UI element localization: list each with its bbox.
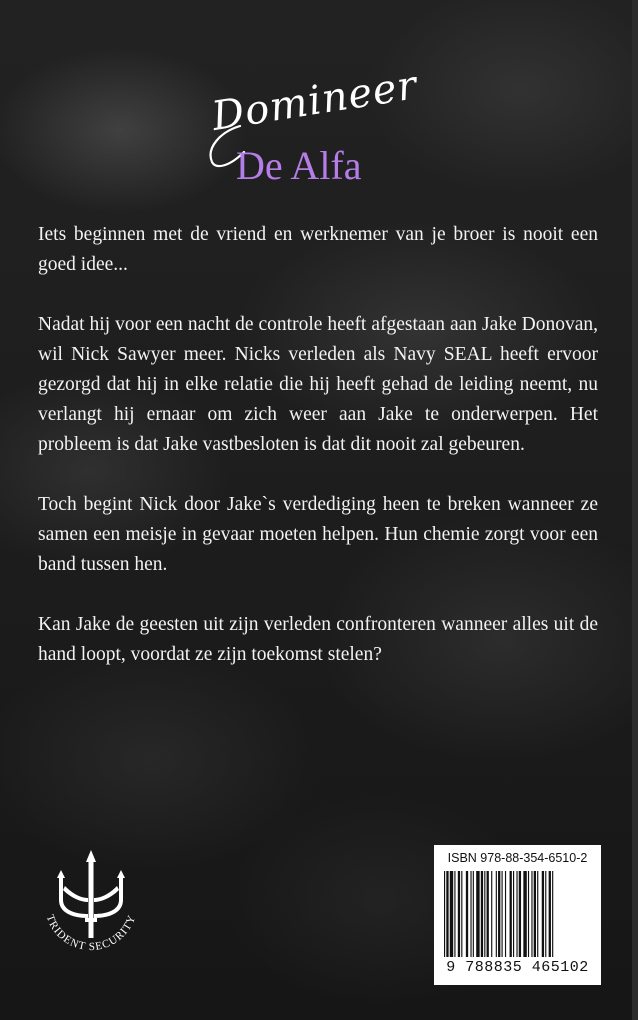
trident-security-logo <box>35 848 147 960</box>
isbn-label: ISBN 978-88-354-6510-2 <box>447 851 588 865</box>
blurb-paragraph: Iets beginnen met de vriend en werknemer van je broer is nooit een goed idee... <box>38 224 598 275</box>
logo-text: TRIDENT SECURITY <box>43 913 139 954</box>
barcode-bars <box>444 871 591 957</box>
title-block <box>200 62 460 192</box>
blurb-paragraph: Toch begint Nick door Jake`s verdediging heen te breken wanneer ze samen een meisje in gevaar moeten helpen. Hun chemie zorgt voor een band tussen hen. <box>38 494 598 575</box>
barcode-digits: 9 788835 465102 <box>446 959 589 976</box>
title-script: Domineer <box>208 62 421 140</box>
cover-edge <box>632 0 638 1020</box>
trident-icon <box>57 850 125 938</box>
blurb-paragraph: Nadat hij voor een nacht de controle heeft afgestaan aan Jake Donovan, wil Nick Sawyer meer. Nicks verleden als Navy SEAL heeft ervoor gezorgd dat hij in elke relatie die hij heeft gehad de leiding neemt, nu verlangt hij ernaar om zich weer aan Jake te onderwerpen. Het probleem is dat Jake vastbesloten is dat dit nooit zal gebeuren. <box>38 314 598 455</box>
blurb-paragraph: Kan Jake de geesten uit zijn verleden confronteren wanneer alles uit de hand loopt, voordat ze zijn toekomst stelen? <box>38 614 598 665</box>
blurb <box>38 220 598 700</box>
barcode <box>434 845 601 985</box>
title-main: De Alfa <box>236 143 362 188</box>
